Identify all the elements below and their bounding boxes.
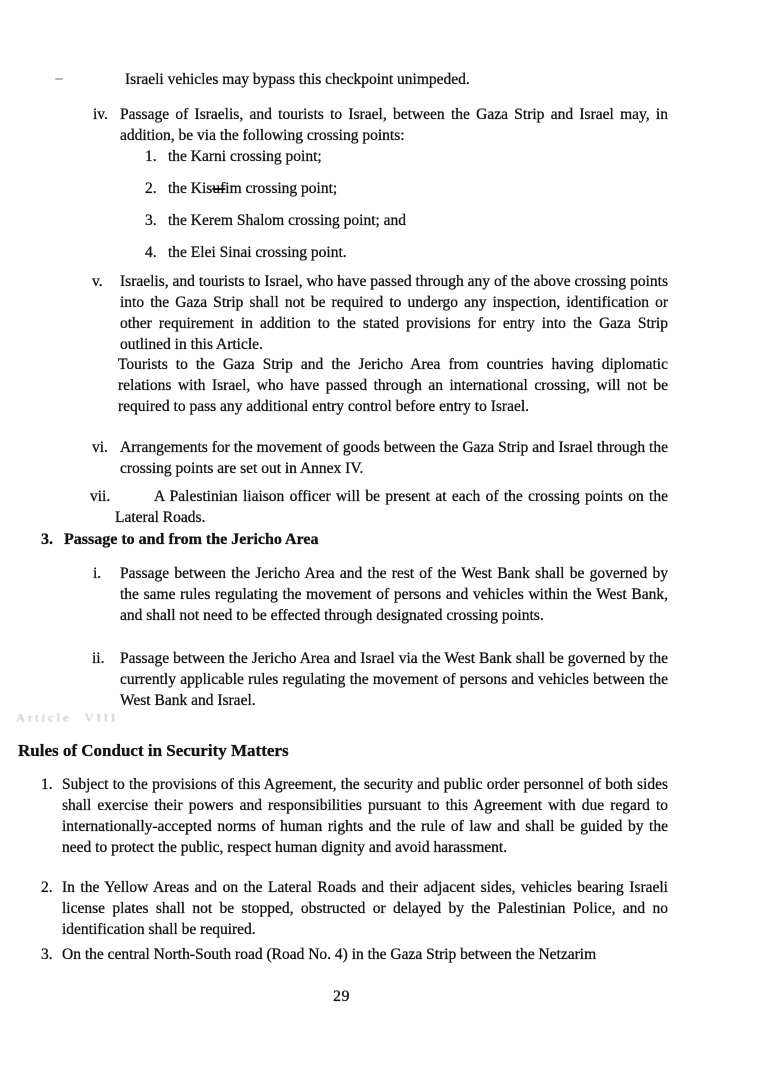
section-3-title: Passage to and from the Jericho Area bbox=[64, 531, 319, 548]
crossing-point-4-text: the Elei Sinai crossing point. bbox=[168, 244, 347, 261]
page-number-text: 29 bbox=[333, 988, 350, 1005]
clause-iv bbox=[93, 104, 668, 146]
rule-2-marker: 2. bbox=[41, 879, 53, 896]
crossing-point-1-marker: 1. bbox=[145, 148, 157, 165]
clause-iv-text: Passage of Israelis, and tourists to Israel, between the Gaza Strip and Israel may, in addition, be via the following crossing points: bbox=[120, 106, 668, 144]
rule-1-marker: 1. bbox=[41, 776, 53, 793]
section-3-marker: 3. bbox=[41, 531, 53, 548]
clause-i-text: Passage between the Jericho Area and the rest of the West Bank shall be governed by the same rules regulating the movement of persons and vehicles within the West Bank, and shall not need to be effected through designated crossing points. bbox=[120, 565, 668, 624]
scan-speck bbox=[55, 78, 63, 80]
clause-vii bbox=[90, 486, 668, 528]
crossing-point-2-text-pre: the Kis bbox=[168, 180, 213, 197]
crossing-point-2-text-strike: uf bbox=[212, 180, 226, 197]
rule-3-text: On the central North-South road (Road No. 4) in the Gaza Strip between the Netzarim bbox=[62, 946, 597, 963]
clause-ii-marker: ii. bbox=[92, 650, 105, 667]
clause-iv-marker: iv. bbox=[93, 106, 108, 123]
clause-v-continuation bbox=[118, 354, 668, 417]
clause-vii-text: A Palestinian liaison officer will be present at each of the crossing points on the Lateral Roads. bbox=[115, 488, 668, 526]
crossing-point-2-marker: 2. bbox=[145, 180, 157, 197]
rule-1-text: Subject to the provisions of this Agreement, the security and public order personnel of both sides shall exercise their powers and responsibilities pursuant to this Agreement with due regard to internationally-accepted norms of human rights and the rule of law and shall be guided by the need to protect the public, respect human dignity and avoid harassment. bbox=[62, 776, 668, 856]
crossing-point-3-marker: 3. bbox=[145, 212, 157, 229]
page-number bbox=[333, 986, 350, 1007]
crossing-point-2-text-post: im crossing point; bbox=[225, 180, 338, 197]
crossing-point-4 bbox=[145, 242, 668, 263]
clause-vi-text: Arrangements for the movement of goods between the Gaza Strip and Israel through the crossing points are set out in Annex IV. bbox=[120, 439, 668, 477]
clause-v bbox=[92, 271, 668, 355]
security-rules-heading bbox=[18, 740, 518, 762]
clause-v-text: Israelis, and tourists to Israel, who have passed through any of the above crossing points into the Gaza Strip shall not be required to undergo any inspection, identification or other requirement in addition to the stated provisions for entry into the Gaza Strip outlined in this Article. bbox=[120, 273, 668, 353]
paragraph-bypass-text: Israeli vehicles may bypass this checkpoint unimpeded. bbox=[125, 71, 470, 88]
clause-vi bbox=[92, 437, 668, 479]
crossing-point-1 bbox=[145, 146, 668, 167]
crossing-point-2 bbox=[145, 178, 668, 199]
rule-2-text: In the Yellow Areas and on the Lateral Roads and their adjacent sides, vehicles bearing Israeli license plates shall not be stopped, obstructed or delayed by the Palestinian Police, and no identification shall be required. bbox=[62, 879, 668, 938]
rule-3 bbox=[41, 944, 668, 965]
rule-3-marker: 3. bbox=[41, 946, 53, 963]
paragraph-bypass bbox=[125, 69, 670, 90]
security-rules-heading-text: Rules of Conduct in Security Matters bbox=[18, 741, 289, 760]
clause-vi-marker: vi. bbox=[92, 439, 108, 456]
clause-ii bbox=[92, 648, 668, 711]
crossing-point-3-text: the Kerem Shalom crossing point; and bbox=[168, 212, 407, 229]
faded-article-note-text: Article VIII bbox=[16, 711, 119, 725]
clause-i bbox=[93, 563, 668, 626]
clause-vii-marker: vii. bbox=[90, 488, 111, 505]
section-3-jericho bbox=[41, 529, 668, 550]
clause-i-marker: i. bbox=[93, 565, 102, 582]
crossing-point-1-text: the Karni crossing point; bbox=[168, 148, 322, 165]
crossing-point-4-marker: 4. bbox=[145, 244, 157, 261]
rule-2 bbox=[41, 877, 668, 940]
crossing-point-3 bbox=[145, 210, 668, 231]
clause-v-continuation-text: Tourists to the Gaza Strip and the Jericho Area from countries having diplomatic relations with Israel, who have passed through an international crossing, will not be required to pass any additional entry control before entry to Israel. bbox=[118, 356, 668, 415]
clause-ii-text: Passage between the Jericho Area and Israel via the West Bank shall be governed by the currently applicable rules regulating the movement of persons and vehicles between the West Bank and Israel. bbox=[120, 650, 668, 709]
faded-article-note bbox=[16, 709, 236, 728]
rule-1 bbox=[41, 774, 668, 858]
clause-v-marker: v. bbox=[92, 273, 103, 290]
